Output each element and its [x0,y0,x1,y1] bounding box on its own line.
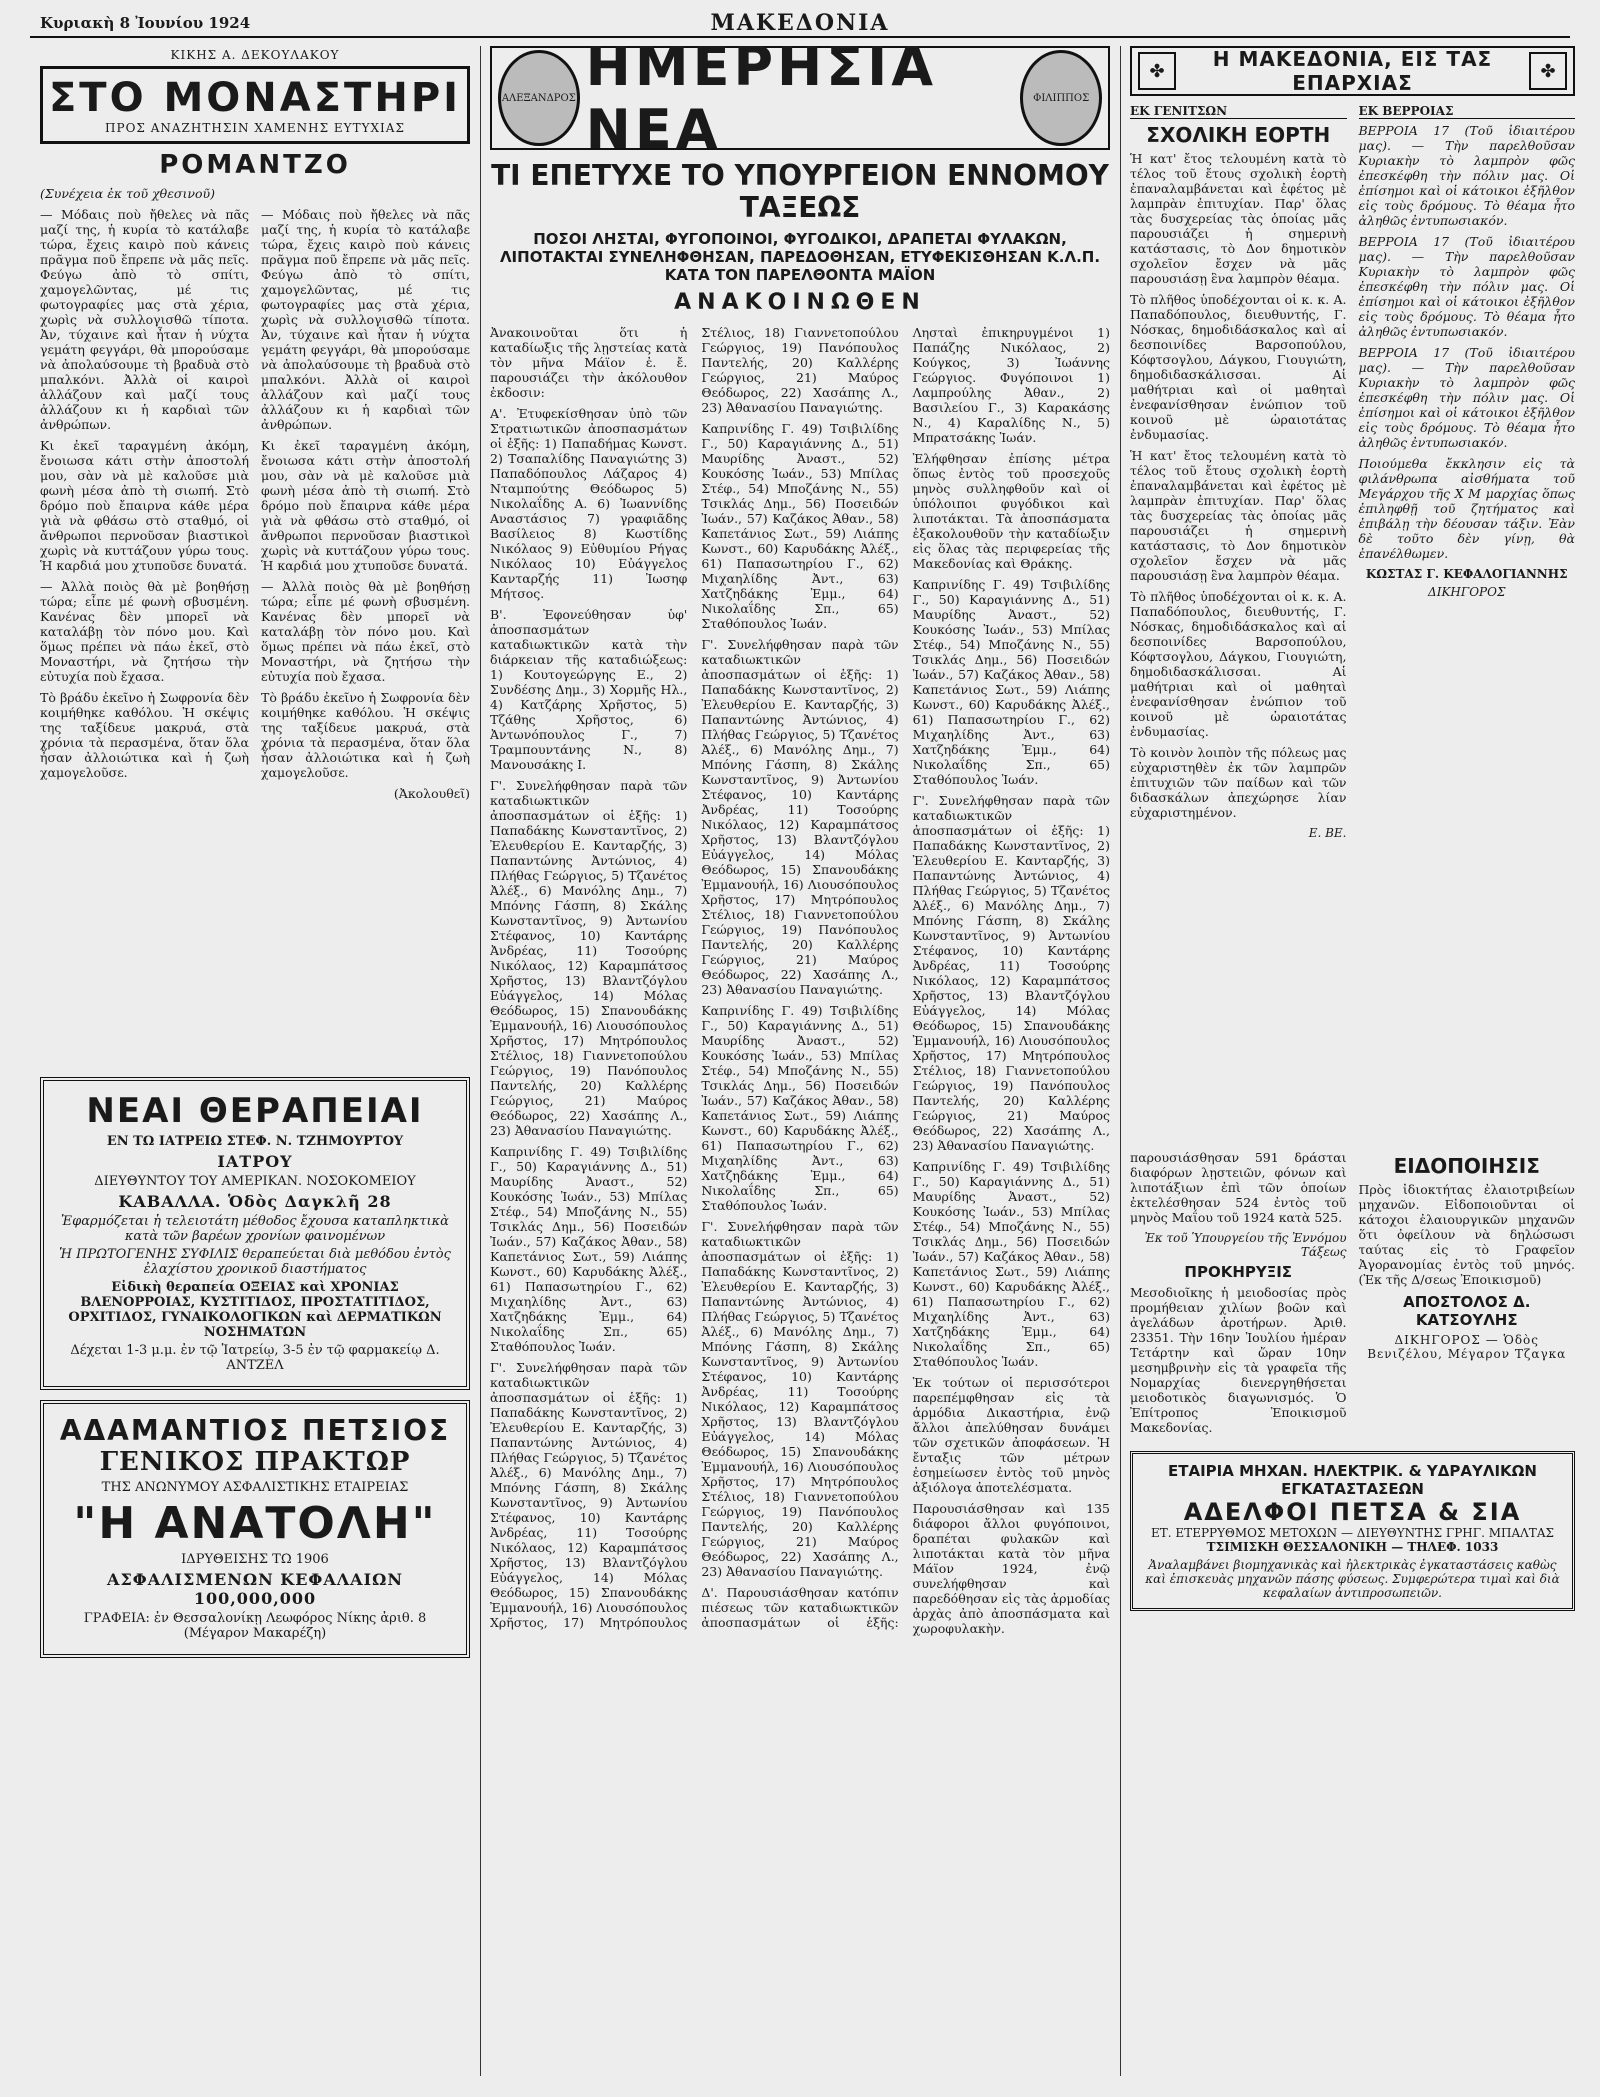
story-paragraph: ΒΕΡΡΟΙΑ 17 (Τοῦ ἰδιαιτέρου μας). — Τὴν παρελθοῦσαν Κυριακὴν τὸ λαμπρὸν φῶς ἐπεσκέφθη τὴν πόλιν μας. Οἱ ἐπίσημοι καὶ οἱ κάτοικοι ἐξῆλθον εἰς τοὺς δρόμους. Τὸ θέαμα ἦτο ἀληθῶς ἐντυπωσιακόν. [1358,123,1575,228]
serial-byline: ΚΙΚΗΣ Α. ΔΕΚΟΥΛΑΚΟΥ [170,48,340,62]
article-paragraph: Καπρινίδης Γ. 49) Τσιβιλίδης Γ., 50) Καραγιάννης Δ., 51) Μαυρίδης Ἀναστ., 52) Κουκόσης Ἰωάν., 53) Μπίλας Στέφ., 54) Μποζάνης Ν., 55) Τσικλάς Δημ., 56) Ποσειδών Ἰωάν., 57) Καζάκος Ἀθαν., 58) Καπετάνιος Σωτ., 59) Λιάπης Κωνστ., 60) Καρυδάκης Ἀλέξ., 61) Παπασωτηρίου Γ., 62) Μιχαηλίδης Ἀντ., 63) Χατζηδάκης Ἐμμ., 64) Νικολαΐδης Σπ., 65) Σταθόπουλος Ἰωάν. [490,1144,688,1354]
article-paragraph: Β'. Ἐφονεύθησαν ὑφ' ἀποσπασμάτων καταδιωκτικῶν κατὰ τὴν διάρκειαν τῆς καταδιώξεως: 1) Κουτογεώργης Ε., 2) Συνδέσης Δημ., 3) Χορμῆς Ηλ., 4) Κατζάρης Χρῆστος, 5) Τζάθης Χρῆστος, 6) Ἀντωνόπουλος Γ., 7) Τραμπουντάνης Ν., 8) Μανουσάκης Ι. [490,607,688,772]
article-body [490,325,1110,2065]
ornament-icon: ✤ [1529,52,1567,90]
medallion-label: ΑΛΕΞΑΝΔΡΟΣ [501,92,576,104]
serial-paragraph: Κι ἐκεῖ ταραγμένη ἀκόμη, ἔνοιωσα κάτι στὴν ἀποστολή μου, σὰν νὰ μὲ καλοῦσε μιὰ φωνὴ μέσα ἀπὸ τὴ σιωπή. Στὸ δρόμο ποὺ ἔπαιρνα κάθε μέρα γιὰ νὰ φθάσω στὸ σταθμό, οἱ ἄνθρωποι περνοῦσαν βιαστικοὶ χωρὶς νὰ κυττάζουν γύρω τους. Ἡ καρδιά μου χτυποῦσε δυνατά. [40,438,249,573]
story-paragraph: Ἡ κατ' ἔτος τελουμένη κατὰ τὸ τέλος τοῦ ἔτους σχολικὴ ἑορτὴ ἐπαναλαμβάνεται καὶ ἐφέτος μὲ λαμπρὰν ἐπιτυχίαν. Παρ' ὅλας τὰς δυσχερείας τὰς ὁποίας μᾶς παρουσιάζει ἡ σημερινὴ κατάστασις, τὸ Δον δημοτικὸν σχολεῖον ἔσχεν νὰ μᾶς παρουσιάσῃ ἓνα λαμπρὸν θέαμα. [1130,151,1347,286]
notices-left [1130,1150,1347,1441]
ad-line: ΙΔΡΥΘΕΙΣΗΣ ΤΩ 1906 [181,1552,329,1567]
story-paragraph: Τὸ πλῆθος ὑποδέχονται οἱ κ. κ. Α. Παπαδόπουλος, διευθυντής, Γ. Νόσκας, δημοδιδάσκαλος καὶ αἱ δεσποινίδες Βαρσοπούλου, Κόφτσογλου, Δάγκου, Γιουγιώτη, δημοδιδασκάλισσαι. Αἱ μαθήτριαι καὶ οἱ μαθηταὶ ἐνεφανίσθησαν ἐνώπιον τοῦ κοινοῦ μὲ ὡραιοτάτας ἐνδυμασίας. [1130,292,1347,442]
article-headline: ΤΙ ΕΠΕΤΥΧΕ ΤΟ ΥΠΟΥΡΓΕΙΟΝ ΕΝΝΟΜΟΥ ΤΑΞΕΩΣ [491,159,1109,224]
clinic-advertisement [40,1077,470,1390]
continued-paragraph: παρουσιάσθησαν 591 δράσται διαφόρων λῃστειῶν, φόνων καὶ λιποτάξιων ἐπὶ τῶν ὁποίων ἐκτελέσθησαν 524 ἐντὸς τοῦ μηνὸς Μαΐου τοῦ 1924 κατὰ 525. [1130,1150,1347,1225]
company-name: ΑΔΕΛΦΟΙ ΠΕΤΣΑ & ΣΙΑ [1183,1498,1522,1526]
serial-banner [40,66,470,144]
ad-line: "Η ΑΝΑΤΟΛΗ" [73,1498,437,1549]
provinces-title: Η ΜΑΚΕΔΟΝΙΑ, ΕΙΣ ΤΑΣ ΕΠΑΡΧΙΑΣ [1212,47,1493,95]
article-paragraph: Γ'. Συνελήφθησαν παρὰ τῶν καταδιωκτικῶν ἀποσπασμάτων οἱ ἑξῆς: 1) Παπαδάκης Κωνσταντῖνος, 2) Ἐλευθερίου Ε. Κανταρζής, 3) Παπαντώνης Ἀντώνιος, 4) Πλήθας Γεώργιος, 5) Τζανέτος Ἀλέξ., 6) Μανόλης Δημ., 7) Μπόνης Γάσπη, 8) Σκάλης Κωνσταντῖνος, 9) Ἀντωνίου Στέφανος, 10) Καντάρης Ἀνδρέας, 11) Τοσούρης Νικόλαος, 12) Καραμπάτσος Χρῆστος, 13) Βλαντζόγλου Εὐάγγελος, 14) Μόλας Θεόδωρος, 15) Σπανουδάκης Ἐμμανουήλ, 16) Λιουσόπουλος Χρῆστος, 17) Μητρόπουλος Στέλιος, 18) Γιαννετοπούλου Γεώργιος, 19) Πανόπουλος Παντελής, 20) Καλλέρης Γεώργιος, 21) Μαύρος Θεόδωρος, 22) Χασάπης Λ., 23) Ἀθανασίου Παναγιώτης. [490,325,899,1630]
story-signature: ΚΩΣΤΑΣ Γ. ΚΕΦΑΛΟΓΙΑΝΝΗΣ [1365,567,1568,581]
company-line: Ἀναλαμβάνει βιομηχανικὰς καὶ ἠλεκτρικὰς ἐγκαταστάσεις καθὼς καὶ ἐπισκευὰς μηχανῶν πάσης φύσεως. Συμφερώτερα τιμαὶ καὶ διὰ κεφαλαίων ἀντιπροσωπειῶν. [1145,1558,1560,1600]
serial-title: ΣΤΟ ΜΟΝΑΣΤΗΡΙ [48,75,462,121]
serial-paragraph: — Μόδαις ποὺ ἤθελες νὰ πᾶς μαζί της, ἡ κυρία τὸ κατάλαβε τώρα, ἔχεις καιρὸ ποὺ κάνεις πρᾶγμα ποῦ ἔπρεπε νὰ μᾶς πεῖς. Φεύγω ἀπὸ τὸ σπίτι, χαμογελῶντας, μέ τις φωτογραφίες μας στὰ χέρια, χωρὶς νὰ συλλογισθῶ τίποτα. Ἀν, τύχαινε καὶ ἦταν ἡ νύχτα γεμάτη φεγγάρι, θὰ μπορούσαμε νὰ ἀπολαύσουμε τὴ βραδυὰ στὸ μπαλκόνι. Ἀλλὰ οἱ καιροὶ ἀλλάζουν καὶ μαζί τους ἀλλάζουν κι ἡ καρδιαὶ τῶν ἀνθρώπων. [261,207,470,432]
logo-text: ΗΜΕΡΗΣΙΑ ΝΕΑ [585,46,937,161]
serial-subtitle: ΠΡΟΣ ΑΝΑΖΗΤΗΣΙΝ ΧΑΜΕΝΗΣ ΕΥΤΥΧΙΑΣ [105,121,405,135]
story-signature: Ε. ΒΕ. [1308,826,1347,840]
ad-title: ΝΕΑΙ ΘΕΡΑΠΕΙΑΙ [86,1091,424,1131]
article-paragraph: Γ'. Συνελήφθησαν παρὰ τῶν καταδιωκτικῶν ἀποσπασμάτων οἱ ἑξῆς: 1) Παπαδάκης Κωνσταντῖνος, 2) Ἐλευθερίου Ε. Κανταρζής, 3) Παπαντώνης Ἀντώνιος, 4) Πλήθας Γεώργιος, 5) Τζανέτος Ἀλέξ., 6) Μανόλης Δημ., 7) Μπόνης Γάσπη, 8) Σκάλης Κωνσταντῖνος, 9) Ἀντωνίου Στέφανος, 10) Καντάρης Ἀνδρέας, 11) Τοσούρης Νικόλαος, 12) Καραμπάτσος Χρῆστος, 13) Βλαντζόγλου Εὐάγγελος, 14) Μόλας Θεόδωρος, 15) Σπανουδάκης Ἐμμανουήλ, 16) Λιουσόπουλος Χρῆστος, 17) Μητρόπουλος Στέλιος, 18) Γιαννετοπούλου Γεώργιος, 19) Πανόπουλος Παντελής, 20) Καλλέρης Γεώργιος, 21) Μαύρος Θεόδωρος, 22) Χασάπης Λ., 23) Ἀθανασίου Παναγιώτης. [701,1219,899,1579]
article-paragraph: Ἐκ τούτων οἱ περισσότεροι παρεπέμφθησαν εἰς τὰ ἁρμόδια Δικαστήρια, ἐνῷ ἄλλοι ἀπελύθησαν δυνάμει τῶν σχετικῶν ἀποφάσεων. Ἡ ἔνταξις τῶν μέτρων ἐσημείωσεν ἐντὸς τοῦ μηνὸς ἀξιόλογα ἀποτελέσματα. [912,1375,1110,1495]
column-rule [480,46,481,2076]
dateline: ΕΚ ΓΕΝΙΤΣΩΝ [1130,104,1347,119]
medallion-icon [1020,50,1102,146]
serial-paragraph: Τὸ βράδυ ἐκεῖνο ἡ Σωφρονία δὲν κοιμήθηκε καθόλου. Ἡ σκέψις της ταξίδευε μακρυά, στὰ χρόνια τὰ περασμένα, ὅταν ὅλα ἦσαν ἀλλοιώτικα καὶ ἡ ζωὴ χαμογελοῦσε. [261,690,470,780]
article-paragraph: Ἀνακοινοῦται ὅτι ἡ καταδίωξις τῆς λῃστείας κατὰ τὸν μῆνα Μάϊον ἐ. ἔ. παρουσιάζει τὴν ἀκόλουθον ἐκδοσιν: [490,325,688,400]
story-paragraph: Ἡ κατ' ἔτος τελουμένη κατὰ τὸ τέλος τοῦ ἔτους σχολικὴ ἑορτὴ ἐπαναλαμβάνεται καὶ ἐφέτος μὲ λαμπρὰν ἐπιτυχίαν. Παρ' ὅλας τὰς δυσχερείας τὰς ὁποίας μᾶς παρουσιάζει ἡ σημερινὴ κατάστασις, τὸ Δον δημοτικὸν σχολεῖον ἔσχεν νὰ μᾶς παρουσιάσῃ ἓνα λαμπρὸν θέαμα. [1130,448,1347,583]
ad-line: ΚΑΒΑΛΛΑ. Ὁδὸς Δαγκλῆ 28 [118,1192,392,1211]
issue-date: Κυριακὴ 8 Ἰουνίου 1924 [40,14,251,32]
story-signature-title: ΔΙΚΗΓΟΡΟΣ [1428,585,1506,599]
veroia-column [1359,102,1576,1142]
ad-line: ΓΕΝΙΚΟΣ ΠΡΑΚΤΩΡ [99,1447,411,1477]
serial-paragraph: Κι ἐκεῖ ταραγμένη ἀκόμη, ἔνοιωσα κάτι στὴν ἀποστολή μου, σὰν νὰ μὲ καλοῦσε μιὰ φωνὴ μέσα ἀπὸ τὴ σιωπή. Στὸ δρόμο ποὺ ἔπαιρνα κάθε μέρα γιὰ νὰ φθάσω στὸ σταθμό, οἱ ἄνθρωποι περνοῦσαν βιαστικοὶ χωρὶς νὰ κυττάζουν γύρω τους. Ἡ καρδιά μου χτυποῦσε δυνατά. [261,438,470,573]
article-paragraph: Γ'. Συνελήφθησαν παρὰ τῶν καταδιωκτικῶν ἀποσπασμάτων οἱ ἑξῆς: 1) Παπαδάκης Κωνσταντῖνος, 2) Ἐλευθερίου Ε. Κανταρζής, 3) Παπαντώνης Ἀντώνιος, 4) Πλήθας Γεώργιος, 5) Τζανέτος Ἀλέξ., 6) Μανόλης Δημ., 7) Μπόνης Γάσπη, 8) Σκάλης Κωνσταντῖνος, 9) Ἀντωνίου Στέφανος, 10) Καντάρης Ἀνδρέας, 11) Τοσούρης Νικόλαος, 12) Καραμπάτσος Χρῆστος, 13) Βλαντζόγλου Εὐάγγελος, 14) Μόλας Θεόδωρος, 15) Σπανουδάκης Ἐμμανουήλ, 16) Λιουσόπουλος Χρῆστος, 17) Μητρόπουλος Στέλιος, 18) Γιαννετοπούλου Γεώργιος, 19) Πανόπουλος Παντελής, 20) Καλλέρης Γεώργιος, 21) Μαύρος Θεόδωρος, 22) Χασάπης Λ., 23) Ἀθανασίου Παναγιώτης. [490,778,688,1138]
serial-genre: ΡΟΜΑΝΤΖΟ [159,150,351,180]
medallion-icon [498,50,580,146]
continues-note: (Ἀκολουθεῖ) [393,786,470,801]
masthead [30,6,1570,38]
ad-line: Δέχεται 1-3 μ.μ. ἐν τῷ Ἰατρείῳ, 3-5 ἐν τῷ φαρμακείῳ Δ. ΑΝΤΖΕΛ [70,1343,440,1373]
serial-paragraph: — Ἀλλὰ ποιὸς θὰ μὲ βοηθήσῃ τώρα; εἶπε μέ φωνὴ σβυσμένη. Κανένας δὲν μπορεῖ νὰ καταλάβῃ τὸν πόνο μου. Καὶ ὅμως πρέπει νὰ πάω ἐκεῖ, στὸ Μοναστήρι, νὰ ζητήσω τὴν εὐτυχία ποὺ ἔχασα. [261,579,470,684]
article-subheadline: ΠΟΣΟΙ ΛΗΣΤΑΙ, ΦΥΓΟΠΟΙΝΟΙ, ΦΥΓΟΔΙΚΟΙ, ΔΡΑΠΕΤΑΙ ΦΥΛΑΚΩΝ, ΛΙΠΟΤΑΚΤΑΙ ΣΥΝΕΛΗΦΘΗΣΑΝ, ΠΑΡΕΔΟΘΗΣΑΝ, ΕΤΥΦΕΚΙΣΘΗΣΑΝ Κ.Λ.Π. ΚΑΤΑ ΤΟΝ ΠΑΡΕΛΘΟΝΤΑ ΜΑΪΟΝ [499,230,1101,284]
ad-line: Εἰδικὴ θεραπεία ΟΞΕΙΑΣ καὶ ΧΡΟΝΙΑΣ ΒΛΕΝΟΡΡΟΙΑΣ, ΚΥΣΤΙΤΙΔΟΣ, ΠΡΟΣΤΑΤΙΤΙΔΟΣ, ΟΡΧΙΤΙΔΟΣ, ΓΥΝΑΙΚΟΛΟΓΙΚΩΝ καὶ ΔΕΡΜΑΤΙΚΩΝ ΝΟΣΗΜΑΤΩΝ [68,1280,442,1340]
ad-line: ΕΝ ΤΩ ΙΑΤΡΕΙΩ ΣΤΕΦ. Ν. ΤΖΗΜΟΥΡΤΟΥ [106,1134,404,1149]
medallion-label: ΦΙΛΙΠΠΟΣ [1033,92,1090,104]
lawyer-address: ΔΙΚΗΓΟΡΟΣ — Ὁδὸς Βενιζέλου, Μέγαρον Τζαγκα [1367,1333,1567,1361]
serial-paragraph: — Μόδαις ποὺ ἤθελες νὰ πᾶς μαζί της, ἡ κυρία τὸ κατάλαβε τώρα, ἔχεις καιρὸ ποὺ κάνεις πρᾶγμα ποῦ ἔπρεπε νὰ μᾶς πεῖς. Φεύγω ἀπὸ τὸ σπίτι, χαμογελῶντας, μέ τις φωτογραφίες μας στὰ χέρια, χωρὶς νὰ συλλογισθῶ τίποτα. Ἀν, τύχαινε καὶ ἦταν ἡ νύχτα γεμάτη φεγγάρι, θὰ μπορούσαμε νὰ ἀπολαύσουμε τὴ βραδυὰ στὸ μπαλκόνι. Ἀλλὰ οἱ καιροὶ ἀλλάζουν καὶ μαζί τους ἀλλάζουν κι ἡ καρδιαὶ τῶν ἀνθρώπων. [40,207,249,432]
story-paragraph: ΒΕΡΡΟΙΑ 17 (Τοῦ ἰδιαιτέρου μας). — Τὴν παρελθοῦσαν Κυριακὴν τὸ λαμπρὸν φῶς ἐπεσκέφθη τὴν πόλιν μας. Οἱ ἐπίσημοι καὶ οἱ κάτοικοι ἐξῆλθον εἰς τοὺς δρόμους. Τὸ θέαμα ἦτο ἀληθῶς ἐντυπωσιακόν. [1358,345,1575,450]
ornament-icon: ✤ [1138,52,1176,90]
daily-news-logo [490,46,1110,161]
ad-line: ΤΗΣ ΑΝΩΝΥΜΟΥ ΑΣΦΑΛΙΣΤΙΚΗΣ ΕΤΑΙΡΕΙΑΣ [101,1480,409,1495]
ad-line: ΔΙΕΥΘΥΝΤΟΥ ΤΟΥ ΑΜΕΡΙΚΑΝ. ΝΟΣΟΚΟΜΕΙΟΥ [94,1174,416,1189]
newspaper-name: ΜΑΚΕΔΟΝΙΑ [710,10,890,36]
provinces-banner [1130,46,1575,96]
article-paragraph: Γ'. Συνελήφθησαν παρὰ τῶν καταδιωκτικῶν ἀποσπασμάτων οἱ ἑξῆς: 1) Παπαδάκης Κωνσταντῖνος, 2) Ἐλευθερίου Ε. Κανταρζής, 3) Παπαντώνης Ἀντώνιος, 4) Πλήθας Γεώργιος, 5) Τζανέτος Ἀλέξ., 6) Μανόλης Δημ., 7) Μπόνης Γάσπη, 8) Σκάλης Κωνσταντῖνος, 9) Ἀντωνίου Στέφανος, 10) Καντάρης Ἀνδρέας, 11) Τοσούρης Νικόλαος, 12) Καραμπάτσος Χρῆστος, 13) Βλαντζόγλου Εὐάγγελος, 14) Μόλας Θεόδωρος, 15) Σπανουδάκης Ἐμμανουήλ, 16) Λιουσόπουλος Χρῆστος, 17) Μητρόπουλος Στέλιος, 18) Γιαννετοπούλου Γεώργιος, 19) Πανόπουλος Παντελής, 20) Καλλέρης Γεώργιος, 21) Μαύρος Θεόδωρος, 22) Χασάπης Λ., 23) Ἀθανασίου Παναγιώτης. [701,637,899,997]
notice-title: ΕΙΔΟΠΟΙΗΣΙΣ [1393,1154,1540,1178]
notice-paragraph: Πρὸς ἰδιοκτήτας ἐλαιοτριβείων μηχανῶν. Εἰδοποιοῦνται οἱ κάτοχοι ἐλαιουργικῶν μηχανῶν ὅτι ὀφείλουν νὰ δηλώσωσι ταύτας εἰς τὸ Γραφεῖον Ἀγορανομίας ἐντὸς τοῦ μηνός. (Ἐκ τῆς Δ/σεως Ἐποικισμοῦ) [1358,1182,1575,1287]
continued-note: (Συνέχεια ἐκ τοῦ χθεσινοῦ) [40,186,215,201]
company-line: ΕΤΑΙΡΙΑ ΜΗΧΑΝ. ΗΛΕΚΤΡΙΚ. & ΥΔΡΑΥΛΙΚΩΝ ΕΓΚΑΤΑΣΤΑΣΕΩΝ [1168,1462,1537,1498]
article-paragraph: Καπρινίδης Γ. 49) Τσιβιλίδης Γ., 50) Καραγιάννης Δ., 51) Μαυρίδης Ἀναστ., 52) Κουκόσης Ἰωάν., 53) Μπίλας Στέφ., 54) Μποζάνης Ν., 55) Τσικλάς Δημ., 56) Ποσειδών Ἰωάν., 57) Καζάκος Ἀθαν., 58) Καπετάνιος Σωτ., 59) Λιάπης Κωνστ., 60) Καρυδάκης Ἀλέξ., 61) Παπασωτηρίου Γ., 62) Μιχαηλίδης Ἀντ., 63) Χατζηδάκης Ἐμμ., 64) Νικολαΐδης Σπ., 65) Σταθόπουλος Ἰωάν. [701,1003,899,1213]
story-paragraph: Τὸ κοινὸν λοιπὸν τῆς πόλεως μας εὐχαριστηθὲν ἐκ τῶν λαμπρῶν ἐπιτυχιῶν τῶν παίδων καὶ τῶν διδασκάλων ἀπεχώρησε λίαν εὐχαριστημένον. [1130,745,1347,820]
ad-title: ΑΔΑΜΑΝΤΙΟΣ ΠΕΤΣΙΟΣ [59,1414,451,1447]
column-rule [1120,46,1121,2076]
article-paragraph: Ἐλήφθησαν ἐπίσης μέτρα ὅπως ἐντὸς τοῦ προσεχοῦς μηνὸς συλληφθοῦν καὶ οἱ ὑπόλοιποι φυγόδικοι καὶ λιποτάκται. Τὰ ἀποσπάσματα ἐξακολουθοῦν τὴν καταδίωξιν εἰς ὅλας τὰς περιφερείας τῆς Μακεδονίας καὶ Θράκης. [912,451,1110,571]
giannitsa-column [1130,102,1347,1142]
ad-line: Ἐφαρμόζεται ἡ τελειοτάτη μέθοδος ἔχουσα καταπληκτικὰ κατὰ τῶν βαρέων χρονίων φαινομένων [61,1214,449,1244]
dateline: ΕΚ ΒΕΡΡΟΙΑΣ [1359,104,1576,119]
serial-paragraph: — Ἀλλὰ ποιὸς θὰ μὲ βοηθήσῃ τώρα; εἶπε μέ φωνὴ σβυσμένη. Κανένας δὲν μπορεῖ νὰ καταλάβῃ τὸν πόνο μου. Καὶ ὅμως πρέπει νὰ πάω ἐκεῖ, στὸ Μοναστήρι, νὰ ζητήσω τὴν εὐτυχία ποὺ ἔχασα. [40,579,249,684]
ad-line: Ἡ ΠΡΩΤΟΓΕΝΗΣ ΣΥΦΙΛΙΣ θεραπεύεται διὰ μεθόδου ἐντὸς ἐλαχίστου χρονικοῦ διαστήματος [59,1247,451,1277]
article-paragraph: Καπρινίδης Γ. 49) Τσιβιλίδης Γ., 50) Καραγιάννης Δ., 51) Μαυρίδης Ἀναστ., 52) Κουκόσης Ἰωάν., 53) Μπίλας Στέφ., 54) Μποζάνης Ν., 55) Τσικλάς Δημ., 56) Ποσειδών Ἰωάν., 57) Καζάκος Ἀθαν., 58) Καπετάνιος Σωτ., 59) Λιάπης Κωνστ., 60) Καρυδάκης Ἀλέξ., 61) Παπασωτηρίου Γ., 62) Μιχαηλίδης Ἀντ., 63) Χατζηδάκης Ἐμμ., 64) Νικολαΐδης Σπ., 65) Σταθόπουλος Ἰωάν. [912,577,1110,787]
ad-line: ΙΑΤΡΟΥ [217,1152,293,1171]
company-line: ΤΣΙΜΙΣΚΗ ΘΕΣΣΑΛΟΝΙΚΗ — ΤΗΛΕΦ. 1033 [1206,1540,1499,1554]
article-kicker: ΑΝΑΚΟΙΝΩΘΕΝ [674,290,926,315]
left-column [40,46,470,2076]
notices-columns [1130,1150,1575,1441]
story-paragraph: ΒΕΡΡΟΙΑ 17 (Τοῦ ἰδιαιτέρου μας). — Τὴν παρελθοῦσαν Κυριακὴν τὸ λαμπρὸν φῶς ἐπεσκέφθη τὴν πόλιν μας. Οἱ ἐπίσημοι καὶ οἱ κάτοικοι ἐξῆλθον εἰς τοὺς δρόμους. Τὸ θέαμα ἦτο ἀληθῶς ἐντυπωσιακόν. [1358,234,1575,339]
story-paragraph: Τὸ πλῆθος ὑποδέχονται οἱ κ. κ. Α. Παπαδόπουλος, διευθυντής, Γ. Νόσκας, δημοδιδάσκαλος καὶ αἱ δεσποινίδες Βαρσοπούλου, Κόφτσογλου, Δάγκου, Γιουγιώτη, δημοδιδασκάλισσαι. Αἱ μαθήτριαι καὶ οἱ μαθηταὶ ἐνεφανίσθησαν ἐνώπιον τοῦ κοινοῦ μὲ ὡραιοτάτας ἐνδυμασίας. [1130,589,1347,739]
article-paragraph: Α'. Ἐτυφεκίσθησαν ὑπὸ τῶν Στρατιωτικῶν ἀποσπασμάτων οἱ ἑξῆς: 1) Παπαδήμας Κωνστ. 2) Τσαπαλίδης Παναγιώτης 3) Παπαδόπουλος Λάζαρος 4) Νταμπούτης Θεόδωρος 5) Νικολαΐδης Α. 6) Ἰωαννίδης Αναστάσιος 7) γραφιᾶδης Βασίλειος 8) Κωστίδης Νικόλαος 9) Εὐθυμίου Ρήγας Νικόλαος 10) Εὐάγγελος Κανταρζής 11) Ἰωσηφ Μήτσος. [490,406,688,601]
right-column [1130,46,1575,2076]
insurance-advertisement [40,1400,470,1658]
article-paragraph: Γ'. Συνελήφθησαν παρὰ τῶν καταδιωκτικῶν ἀποσπασμάτων οἱ ἑξῆς: 1) Παπαδάκης Κωνσταντῖνος, 2) Ἐλευθερίου Ε. Κανταρζής, 3) Παπαντώνης Ἀντώνιος, 4) Πλήθας Γεώργιος, 5) Τζανέτος Ἀλέξ., 6) Μανόλης Δημ., 7) Μπόνης Γάσπη, 8) Σκάλης Κωνσταντῖνος, 9) Ἀντωνίου Στέφανος, 10) Καντάρης Ἀνδρέας, 11) Τοσούρης Νικόλαος, 12) Καραμπάτσος Χρῆστος, 13) Βλαντζόγλου Εὐάγγελος, 14) Μόλας Θεόδωρος, 15) Σπανουδάκης Ἐμμανουήλ, 16) Λιουσόπουλος Χρῆστος, 17) Μητρόπουλος Στέλιος, 18) Γιαννετοπούλου Γεώργιος, 19) Πανόπουλος Παντελής, 20) Καλλέρης Γεώργιος, 21) Μαύρος Θεόδωρος, 22) Χασάπης Λ., 23) Ἀθανασίου Παναγιώτης. [912,793,1110,1153]
article-paragraph: Καπρινίδης Γ. 49) Τσιβιλίδης Γ., 50) Καραγιάννης Δ., 51) Μαυρίδης Ἀναστ., 52) Κουκόσης Ἰωάν., 53) Μπίλας Στέφ., 54) Μποζάνης Ν., 55) Τσικλάς Δημ., 56) Ποσειδών Ἰωάν., 57) Καζάκος Ἀθαν., 58) Καπετάνιος Σωτ., 59) Λιάπης Κωνστ., 60) Καρυδάκης Ἀλέξ., 61) Παπασωτηρίου Γ., 62) Μιχαηλίδης Ἀντ., 63) Χατζηδάκης Ἐμμ., 64) Νικολαΐδης Σπ., 65) Σταθόπουλος Ἰωάν. [912,1159,1110,1369]
ad-line: ΑΣΦΑΛΙΣΜΕΝΩΝ ΚΕΦΑΛΑΙΩΝ 100,000,000 [107,1570,403,1608]
ministry-signature: Ἐκ τοῦ Ὑπουργείου τῆς Ἐννόμου Τάξεως [1144,1231,1347,1259]
lawyer-name: ΑΠΟΣΤΟΛΟΣ Δ. ΚΑΤΣΟΥΛΗΣ [1403,1293,1531,1329]
article-paragraph: Δ'. Παρουσιάσθησαν κατόπιν πιέσεως τῶν καταδιωκτικῶν ἀποσπασμάτων οἱ ἑξῆς: Λησταὶ ἐπικηρυγμένοι 1) Παπάζης Νικόλαος, 2) Κούγκος, 3) Ἰωάννης Γεώργιος. Φυγόποινοι 1) Λαμπρούλης Ἀθαν., 2) Βασιλείου Γ., 3) Καρακάσης Ν., 4) Καραλίδης Ν., 5) Μπρατσάκης Ἰωάν. [701,325,1110,1630]
company-advertisement [1130,1451,1575,1611]
center-column [490,46,1110,2076]
notice-title: ΠΡΟΚΗΡΥΞΙΣ [1184,1263,1293,1281]
company-line: ΕΤ. ΕΤΕΡΡΥΘΜΟΣ ΜΕΤΟΧΩΝ — ΔΙΕΥΘΥΝΤΗΣ ΓΡΗΓ. ΜΠΑΛΤΑΣ [1151,1526,1554,1540]
story-paragraph: Ποιούμεθα ἔκκλησιν εἰς τὰ φιλάνθρωπα αἰσθήματα τοῦ Μεγάρχου τῆς Χ Μ μαρχίας ὅπως ἐπιληφθῇ τοῦ ζητήματος καὶ ἐπιβάλῃ τὴν δέουσαν τάξιν. Ἐὰν δὲ τοῦτο δὲν γίνῃ, θὰ ἐπανέλθωμεν. [1358,456,1575,561]
serial-text [40,207,470,1067]
story-title: ΣΧΟΛΙΚΗ ΕΟΡΤΗ [1146,123,1331,147]
notice-paragraph: Μεσοδιοῖκης ἡ μειοδοσίας πρὸς προμήθειαν χιλίων βοῶν καὶ ἀγελάδων ἀροτήρων. Ἀριθ. 23351. Τὴν 16ην Ἰουλίου ἡμέραν Τετάρτην καὶ ὥραν 10ην μεσημβρινὴν εἰς τὰ γραφεῖα τῆς Νομαρχίας διενεργηθήσεται μειοδοτικὸς διαγωνισμός. Ὁ Ἐπίτροπος Ἐποικισμοῦ Μακεδονίας. [1130,1285,1347,1435]
article-paragraph: Παρουσιάσθησαν καὶ 135 διάφοροι ἄλλοι φυγόποινοι, δραπέται φυλακῶν καὶ λιποτάκται κατὰ τὸν μῆνα Μάϊον 1924, ἐνῷ συνελήφθησαν καὶ παρεδόθησαν εἰς τὰς ἀρμοδίας ἀρχὰς ἀπὸ ἀποσπάσματα καὶ χωροφυλακὴν. [912,1501,1110,1636]
serial-paragraph: Τὸ βράδυ ἐκεῖνο ἡ Σωφρονία δὲν κοιμήθηκε καθόλου. Ἡ σκέψις της ταξίδευε μακρυά, στὰ χρόνια τὰ περασμένα, ὅταν ὅλα ἦσαν ἀλλοιώτικα καὶ ἡ ζωὴ χαμογελοῦσε. [40,690,249,780]
article-paragraph: Καπρινίδης Γ. 49) Τσιβιλίδης Γ., 50) Καραγιάννης Δ., 51) Μαυρίδης Ἀναστ., 52) Κουκόσης Ἰωάν., 53) Μπίλας Στέφ., 54) Μποζάνης Ν., 55) Τσικλάς Δημ., 56) Ποσειδών Ἰωάν., 57) Καζάκος Ἀθαν., 58) Καπετάνιος Σωτ., 59) Λιάπης Κωνστ., 60) Καρυδάκης Ἀλέξ., 61) Παπασωτηρίου Γ., 62) Μιχαηλίδης Ἀντ., 63) Χατζηδάκης Ἐμμ., 64) Νικολαΐδης Σπ., 65) Σταθόπουλος Ἰωάν. [701,421,899,631]
notices-right [1359,1150,1576,1441]
ad-line: ΓΡΑΦΕΙΑ: ἐν Θεσσαλονίκῃ Λεωφόρος Νίκης ἀριθ. 8 (Μέγαρον Μακαρέζη) [83,1611,427,1641]
provinces-columns [1130,102,1575,1142]
